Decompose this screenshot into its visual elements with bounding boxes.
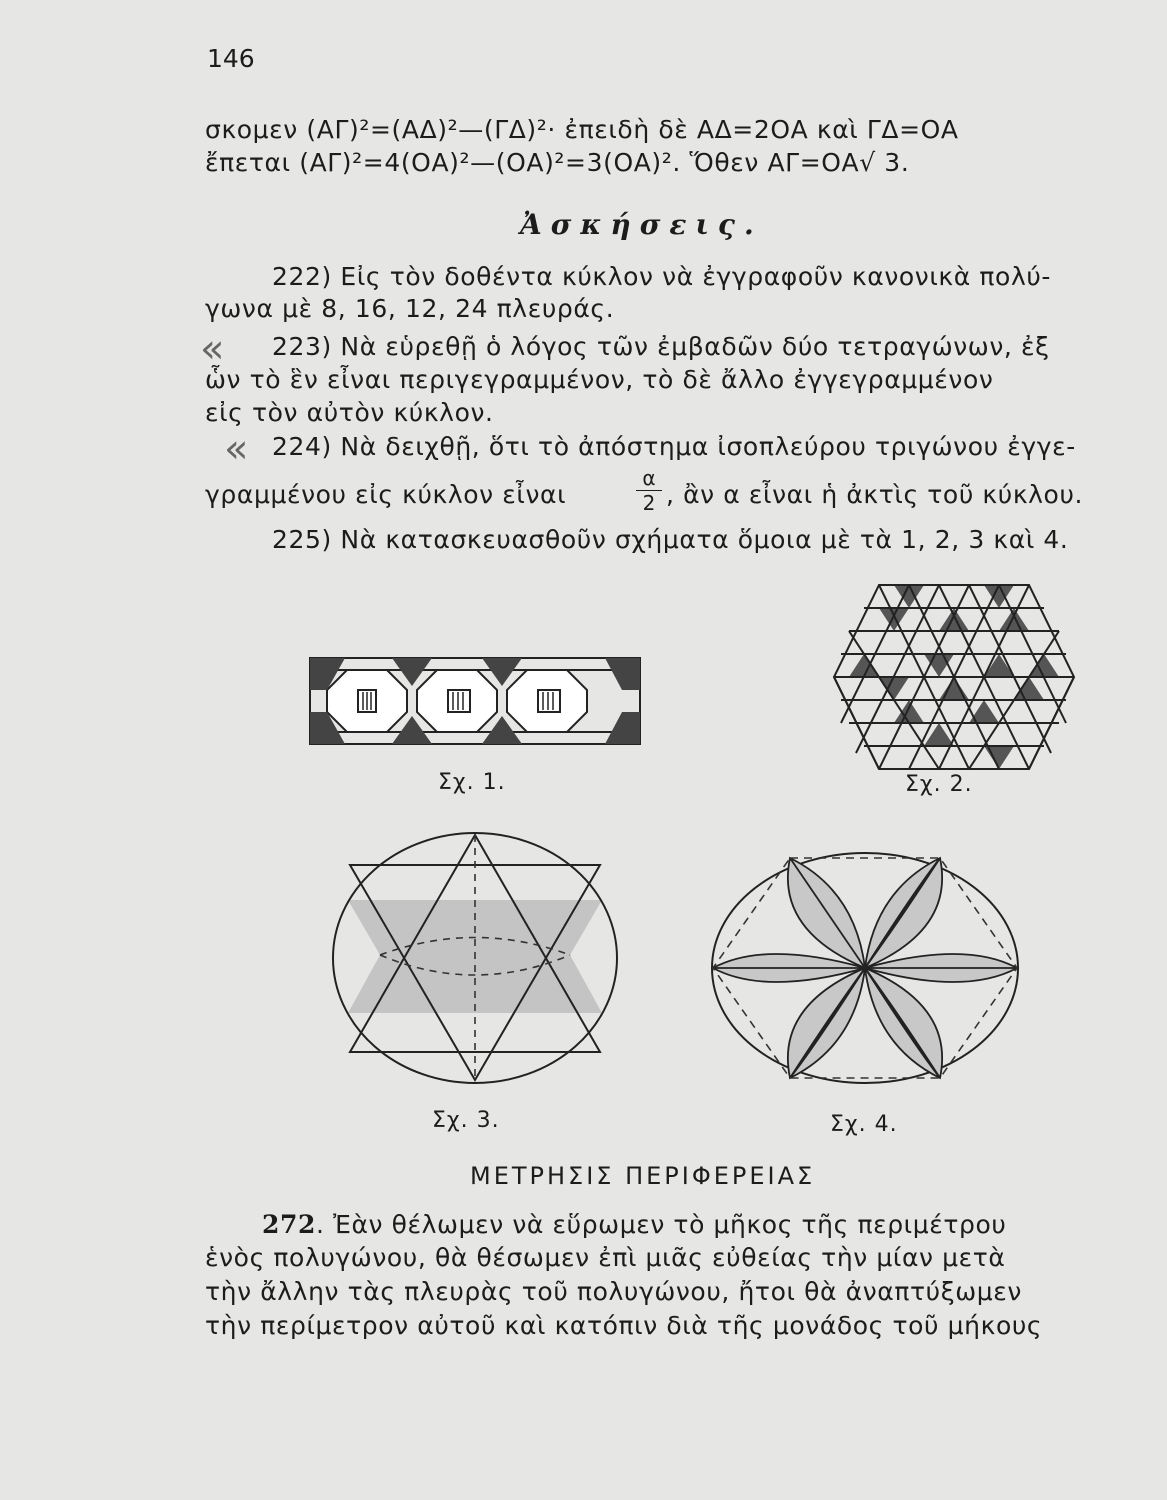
figure-2-hexagon-grid: [834, 585, 1074, 775]
exercise-224-line-2b: , ἂν α εἶναι ἡ ἀκτὶς τοῦ κύκλου.: [666, 480, 1084, 509]
margin-mark-icon: «: [224, 426, 249, 472]
exercise-222-line-2: γωνα μὲ 8, 16, 12, 24 πλευράς.: [205, 294, 615, 323]
section-title: ΜΕΤΡΗΣΙΣ ΠΕΡΙΦΕΡΕΙΑΣ: [470, 1162, 816, 1190]
exercise-223-line-2: ὧν τὸ ἓν εἶναι περιγεγραμμένον, τὸ δὲ ἄλλο ἐγγεγραμμένον: [205, 365, 994, 394]
paragraph-number: 272: [262, 1210, 316, 1239]
exercise-224-line-1: 224) Νὰ δειχθῇ, ὅτι τὸ ἀπόστημα ἰσοπλεύρου τριγώνου ἐγγε-: [272, 432, 1076, 461]
paragraph-272-line-3: τὴν ἄλλην τὰς πλευρὰς τοῦ πολυγώνου, ἤτοι θὰ ἀναπτύξωμεν: [205, 1277, 1022, 1306]
figure-4-rosette: [705, 850, 1025, 1100]
figure-1-octagon-band: [300, 650, 650, 760]
paragraph-272-line-1: [262, 1210, 1006, 1239]
exercises-heading: Ἀσκήσεις.: [520, 208, 763, 241]
exercise-222-line-1: 222) Εἰς τὸν δοθέντα κύκλον νὰ ἐγγραφοῦν κανονικὰ πολύ-: [272, 262, 1052, 291]
intro-line-2: ἔπεται (ΑΓ)²=4(ΟΑ)²—(ΟΑ)²=3(ΟΑ)². Ὅθεν ΑΓ=ΟΑ√ 3.: [205, 148, 910, 177]
exercise-225: 225) Νὰ κατασκευασθοῦν σχήματα ὅμοια μὲ τὰ 1, 2, 3 καὶ 4.: [272, 525, 1069, 554]
paragraph-272-text-1: . Ἐὰν θέλωμεν νὰ εὕρωμεν τὸ μῆκος τῆς περιμέτρου: [316, 1210, 1007, 1239]
exercise-223-line-3: εἰς τὸν αὐτὸν κύκλον.: [205, 398, 494, 427]
figure-3-caption: Σχ. 3.: [432, 1108, 500, 1133]
fraction-a-over-2: [636, 466, 662, 515]
figure-3-star-in-circle: [320, 830, 630, 1100]
page-number: 146: [207, 44, 255, 73]
margin-mark-icon: «: [200, 326, 225, 372]
fraction-denominator: 2: [642, 491, 656, 515]
exercise-223-line-1: 223) Νὰ εὑρεθῇ ὁ λόγος τῶν ἐμβαδῶν δύο τετραγώνων, ἐξ: [272, 332, 1050, 361]
exercise-224-line-2a: γραμμένου εἰς κύκλον εἶναι: [205, 480, 567, 509]
figure-4-caption: Σχ. 4.: [830, 1112, 898, 1137]
intro-line-1: σκομεν (ΑΓ)²=(ΑΔ)²—(ΓΔ)²· ἐπειδὴ δὲ ΑΔ=2ΟΑ καὶ ΓΔ=ΟΑ: [205, 115, 959, 144]
figure-2-caption: Σχ. 2.: [905, 772, 973, 797]
paragraph-272-line-2: ἑνὸς πολυγώνου, θὰ θέσωμεν ἐπὶ μιᾶς εὐθείας τὴν μίαν μετὰ: [205, 1243, 1006, 1272]
paragraph-272-line-4: τὴν περίμετρον αὐτοῦ καὶ κατόπιν διὰ τῆς μονάδος τοῦ μήκους: [205, 1311, 1043, 1340]
figure-1-caption: Σχ. 1.: [438, 770, 506, 795]
fraction-numerator: α: [636, 466, 662, 491]
